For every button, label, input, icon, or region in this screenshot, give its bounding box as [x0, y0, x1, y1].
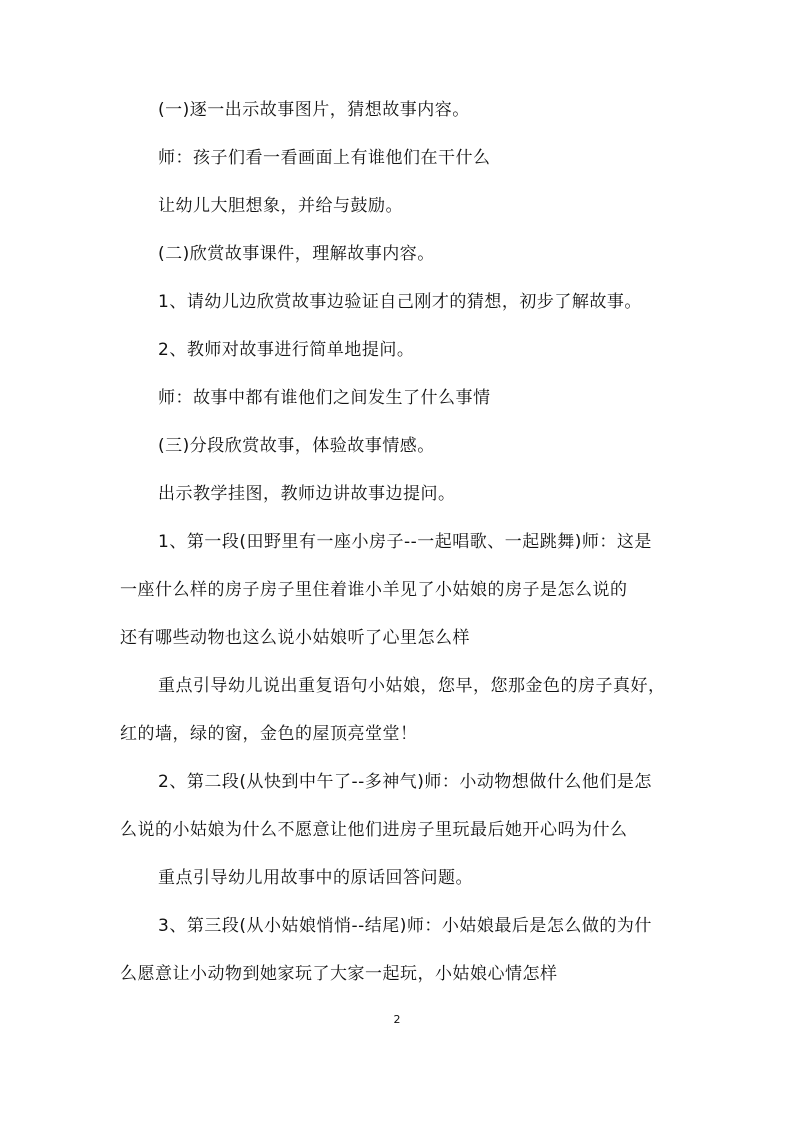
paragraph-line: 2、教师对故事进行简单地提问。	[158, 340, 415, 360]
section-heading: (一)逐一出示故事图片，猜想故事内容。	[158, 100, 470, 120]
paragraph-line: 师：故事中都有谁他们之间发生了什么事情	[158, 388, 491, 408]
paragraph-line: 还有哪些动物也这么说小姑娘听了心里怎么样	[120, 628, 470, 648]
paragraph-line: 么说的小姑娘为什么不愿意让他们进房子里玩最后她开心吗为什么	[120, 820, 628, 840]
paragraph-line: 1、请幼儿边欣赏故事边验证自己刚才的猜想，初步了解故事。	[158, 292, 642, 312]
section-heading: (二)欣赏故事课件，理解故事内容。	[158, 244, 435, 264]
paragraph-line: 让幼儿大胆想象，并给与鼓励。	[158, 196, 403, 216]
paragraph-line: 么愿意让小动物到她家玩了大家一起玩，小姑娘心情怎样	[120, 964, 558, 984]
paragraph-line: 3、第三段(从小姑娘悄悄--结尾)师：小姑娘最后是怎么做的为什	[158, 916, 652, 936]
paragraph-line: 出示教学挂图，教师边讲故事边提问。	[158, 484, 456, 504]
paragraph-line: 1、第一段(田野里有一座小房子--一起唱歌、一起跳舞)师：这是	[158, 532, 652, 552]
paragraph-line: 一座什么样的房子房子里住着谁小羊见了小姑娘的房子是怎么说的	[120, 580, 628, 600]
paragraph-line: 重点引导幼儿用故事中的原话回答问题。	[158, 868, 473, 888]
paragraph-line: 2、第二段(从快到中午了--多神气)师：小动物想做什么他们是怎	[158, 772, 652, 792]
section-heading: (三)分段欣赏故事，体验故事情感。	[158, 436, 435, 456]
paragraph-line: 师：孩子们看一看画面上有谁他们在干什么	[158, 148, 491, 168]
page-number: 2	[393, 1013, 401, 1026]
paragraph-line: 红的墙，绿的窗，金色的屋顶亮堂堂！	[120, 724, 418, 744]
paragraph-line: 重点引导幼儿说出重复语句小姑娘，您早，您那金色的房子真好，	[158, 676, 666, 696]
